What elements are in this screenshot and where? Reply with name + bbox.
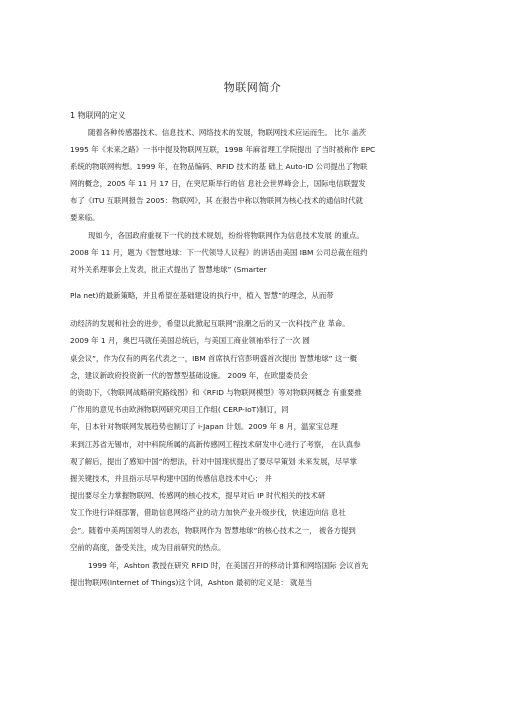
paragraph-line: 要来临。 [70, 213, 100, 222]
paragraph-line: 来到江苏省无锡市，对中科院所属的高新传感网工程技术研发中心进行了考察， 在认真参 [70, 440, 361, 449]
paragraph-line: 握关键技术，并且指示尽早构建中国的传感信息技术中心； 并 [70, 474, 272, 483]
paragraph-line: Pla net)的最新策略，并且希望在基础建设的执行中，植入 智慧”的理念，从而带 [70, 291, 334, 300]
paragraph-line: 发工作进行详细部署，借助信息网络产业的动力加快产业升级步伐，快速迈向信 息社 [70, 508, 346, 517]
section-heading: 1 物联网的定义 [70, 111, 126, 120]
paragraph-line: 2008 年 11 月，题为《智慧地球：下一代领导人议程》的讲话由美国 IBM 公司总裁在纽约 [70, 248, 368, 257]
paragraph-line: 布了《ITU 互联网报告 2005：物联网》，其 在报告中称以物联网为核心技术的通信时代就 [70, 196, 363, 205]
paragraph-line: 观了解后，提出了感知中国”的想法，针对中国现状提出了要尽早策划 未来发展，尽早掌 [70, 457, 358, 466]
paragraph-line: 的资助下，《物联网战略研究路线图》和《RFID 与物联网模型》等对物联网概念 有重要推 [70, 388, 362, 397]
paragraph-line: 1999 年，Ashton 教授在研究 RFID 时，在美国召开的移动计算和网络国际 会议首先 [88, 561, 369, 570]
paragraph-line: 念，建议新政府投资新一代的智慧型基础设施。 2009 年，在欧盟委员会 [70, 371, 308, 380]
paragraph-line: 网的概念，2005 年 11 月 17 日，在突尼斯举行的信 息社会世界峰会上，国际电信联盟发 [70, 179, 366, 188]
paragraph-line: 随着各种传感器技术、信息技术、网络技术的发展，物联网技术应运而生。 比尔 盖茨 [88, 128, 367, 137]
document-title: 物联网简介 [223, 81, 282, 94]
paragraph-line: 对外关系理事会上发表，批正式提出了 智慧地球” (Smarter [70, 265, 267, 274]
paragraph-line: 桌会议”，作为仅有的两名代表之一，IBM 首席执行官彭明盛首次提出 智慧地球” 这一概 [70, 354, 358, 363]
paragraph-line: 动经济的发展和社会的进步，希望以此掀起互联网”浪潮之后的又一次科技产业 革命。 [70, 319, 350, 328]
paragraph-line: 广作用的意见书由欧洲物联网研究项目工作组( CERP-IoT)制订，同 [70, 405, 289, 414]
paragraph-line: 系统的物联网构想。1999 年，在物品编码、RFID 技术的基 础上 Auto-ID 公司提出了物联 [70, 162, 368, 171]
paragraph-line: 年，日本针对物联网发展趋势也制订了 i-Japan 计划。2009 年 8 月，温家宝总理 [70, 422, 338, 431]
paragraph-line: 1995 年《未来之路》一书中提及物联网互联，1998 年麻省理工学院提出 了当时被称作 EPC [70, 145, 376, 154]
paragraph-line: 提出物联网(Internet of Things)这个词，Ashton 最初的定义是： 就是当 [70, 578, 313, 587]
paragraph-line: 2009 年 1 月，奥巴马就任美国总统后，与美国工商业领袖举行了一次 圆 [70, 336, 310, 345]
paragraph-line: 提出要尽全力掌握物联网、传感网的核心技术，提早对后 IP 时代相关的技术研 [70, 491, 326, 500]
paragraph-line: 空前的高度，备受关注，成为目前研究的热点。 [70, 543, 226, 552]
paragraph-line: 会”。随着中美两国领导人的表态，物联网作为 智慧地球”的核心技术之一， 被各方提到 [70, 526, 356, 535]
paragraph-line: 现如今，各国政府重视下一代的技术规划，纷纷将物联网作为信息技术发展 的重点。 [88, 231, 364, 240]
